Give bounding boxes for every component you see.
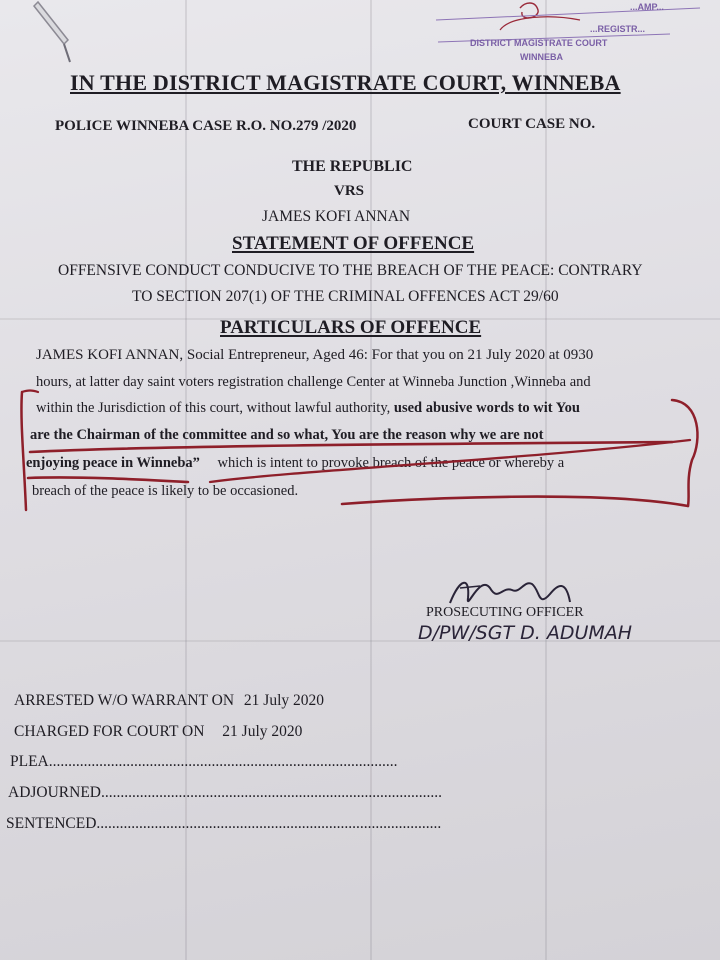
plea-row [10, 753, 398, 771]
particulars-text: which is intent to provoke breach of the peace or whereby a [217, 455, 565, 471]
sentenced-row [6, 815, 441, 833]
statement-line: TO SECTION 207(1) OF THE CRIMINAL OFFENCES ACT 29/60 [132, 288, 559, 305]
adjourned-row [8, 784, 442, 802]
officer-handwritten-name: D/PW/SGT D. ADUMAH [418, 622, 633, 644]
quoted-words: are the Chairman of the committee and so what, You are the reason why we are not [30, 427, 544, 443]
quoted-words: used abusive words to wit You [393, 400, 580, 416]
particulars-line: breach of the peace is likely to be occasioned. [32, 483, 299, 499]
accused-name: JAMES KOFI ANNAN [262, 208, 411, 225]
stamp-line: DISTRICT MAGISTRATE COURT [470, 38, 608, 48]
adjourned-label: ADJOURNED [8, 784, 101, 801]
police-case-number: POLICE WINNEBA CASE R.O. NO.279 /2020 [55, 118, 357, 134]
charged-row [14, 723, 302, 741]
charged-date: 21 July 2020 [222, 723, 303, 740]
charged-label: CHARGED FOR COURT ON [14, 723, 205, 740]
sentenced-blank: ......................................................................................... [96, 815, 442, 832]
stamp-ink-icon [430, 0, 710, 66]
binder-clip-icon [28, 0, 78, 65]
adjourned-blank: ........................................................................................ [101, 784, 442, 801]
prosecuting-officer-title: PROSECUTING OFFICER [426, 605, 584, 620]
plea-blank: .......................................................................................... [48, 753, 398, 770]
stamp-line: WINNEBA [520, 52, 563, 62]
registry-stamp [430, 0, 710, 66]
statement-line: OFFENSIVE CONDUCT CONDUCIVE TO THE BREACH OF THE PEACE: CONTRARY [58, 262, 643, 279]
prosecution-party: THE REPUBLIC [292, 158, 413, 175]
statement-heading: STATEMENT OF OFFENCE [232, 233, 475, 254]
quoted-words: enjoying peace in Winneba” [26, 455, 200, 471]
versus-label: VRS [334, 183, 365, 199]
particulars-line: JAMES KOFI ANNAN, Social Entrepreneur, Aged 46: For that you on 21 July 2020 at 0930 [36, 347, 594, 363]
arrested-label: ARRESTED W/O WARRANT ON [14, 692, 235, 709]
court-title: IN THE DISTRICT MAGISTRATE COURT, WINNEBA [70, 70, 621, 95]
arrested-date: 21 July 2020 [243, 692, 324, 709]
particulars-heading: PARTICULARS OF OFFENCE [220, 317, 482, 338]
red-pen-markup [0, 380, 720, 520]
stamp-line: ...AMP... [630, 2, 664, 12]
particulars-text: within the Jurisdiction of this court, without lawful authority, [36, 400, 391, 416]
court-case-label: COURT CASE NO. [468, 116, 596, 132]
stamp-line: ...REGISTR... [590, 24, 646, 34]
plea-label: PLEA [10, 753, 49, 770]
arrested-row [14, 692, 324, 710]
sentenced-label: SENTENCED [6, 815, 97, 832]
particulars-line: hours, at latter day saint voters registration challenge Center at Winneba Junction ,Winneba and [36, 374, 591, 390]
